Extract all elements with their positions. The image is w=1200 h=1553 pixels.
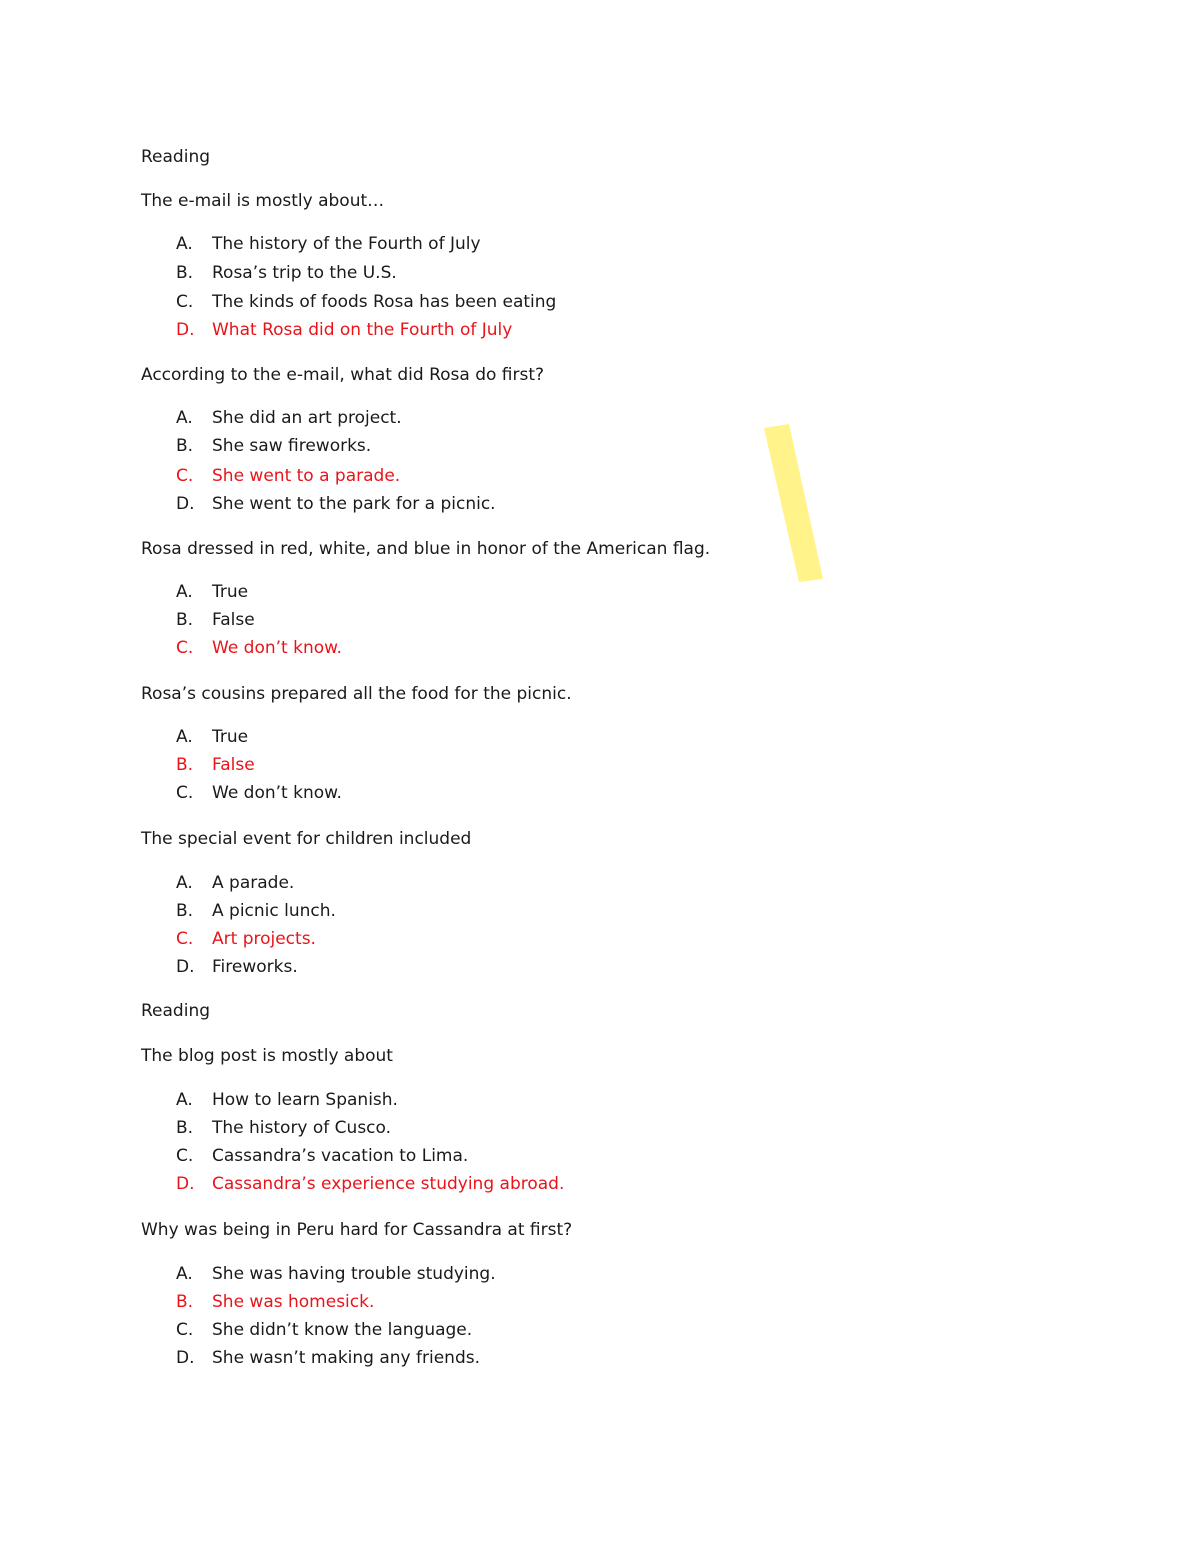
option-letter: B. [176, 755, 194, 775]
option-letter: B. [176, 263, 194, 283]
option-letter: C. [176, 929, 194, 949]
option-text: She saw fireworks. [212, 436, 372, 456]
option-text: She went to the park for a picnic. [212, 494, 496, 514]
option-text: A picnic lunch. [212, 901, 336, 921]
option-letter: A. [176, 727, 193, 747]
option-letter: C. [176, 638, 194, 658]
option-letter: A. [176, 1264, 193, 1284]
option-text: False [212, 610, 255, 630]
option-letter: A. [176, 234, 193, 254]
question-prompt: The special event for children included [141, 829, 472, 849]
option-letter: A. [176, 408, 193, 428]
option-text: A parade. [212, 873, 295, 893]
option-letter: A. [176, 582, 193, 602]
option-text: Fireworks. [212, 957, 298, 977]
option-letter: C. [176, 1320, 194, 1340]
option-letter: B. [176, 1118, 194, 1138]
option-text-correct: Cassandra’s experience studying abroad. [212, 1174, 565, 1194]
option-letter: D. [176, 494, 195, 514]
option-letter: A. [176, 1090, 193, 1110]
option-text: The kinds of foods Rosa has been eating [212, 292, 557, 312]
option-text-correct: She went to a parade. [212, 466, 401, 486]
option-text: How to learn Spanish. [212, 1090, 398, 1110]
option-text-correct: Art projects. [212, 929, 316, 949]
option-text: The history of the Fourth of July [212, 234, 481, 254]
option-letter: C. [176, 466, 194, 486]
question-prompt: According to the e-mail, what did Rosa do first? [141, 365, 545, 385]
option-text-correct: False [212, 755, 255, 775]
option-letter: D. [176, 957, 195, 977]
option-text: She wasn’t making any friends. [212, 1348, 481, 1368]
option-letter: B. [176, 1292, 194, 1312]
option-letter: B. [176, 610, 194, 630]
option-text: Rosa’s trip to the U.S. [212, 263, 397, 283]
option-letter: B. [176, 436, 194, 456]
option-text: True [212, 582, 249, 602]
section-heading: Reading [141, 1001, 211, 1021]
option-letter: D. [176, 1348, 195, 1368]
option-letter: C. [176, 783, 194, 803]
option-text: The history of Cusco. [212, 1118, 392, 1138]
option-text: She did an art project. [212, 408, 402, 428]
question-prompt: Rosa’s cousins prepared all the food for the picnic. [141, 684, 572, 704]
option-text: She was having trouble studying. [212, 1264, 496, 1284]
option-text: She didn’t know the language. [212, 1320, 473, 1340]
question-prompt: Why was being in Peru hard for Cassandra at first? [141, 1220, 573, 1240]
section-heading: Reading [141, 147, 211, 167]
option-letter: B. [176, 901, 194, 921]
option-letter: C. [176, 292, 194, 312]
option-text: We don’t know. [212, 783, 342, 803]
option-text: True [212, 727, 249, 747]
option-text-correct: She was homesick. [212, 1292, 375, 1312]
option-letter: C. [176, 1146, 194, 1166]
option-text-correct: What Rosa did on the Fourth of July [212, 320, 513, 340]
question-prompt: The e-mail is mostly about… [141, 191, 385, 211]
question-prompt: Rosa dressed in red, white, and blue in honor of the American flag. [141, 539, 711, 559]
option-text: Cassandra’s vacation to Lima. [212, 1146, 469, 1166]
option-text-correct: We don’t know. [212, 638, 342, 658]
question-prompt: The blog post is mostly about [141, 1046, 393, 1066]
option-letter: A. [176, 873, 193, 893]
option-letter: D. [176, 320, 195, 340]
option-letter: D. [176, 1174, 195, 1194]
